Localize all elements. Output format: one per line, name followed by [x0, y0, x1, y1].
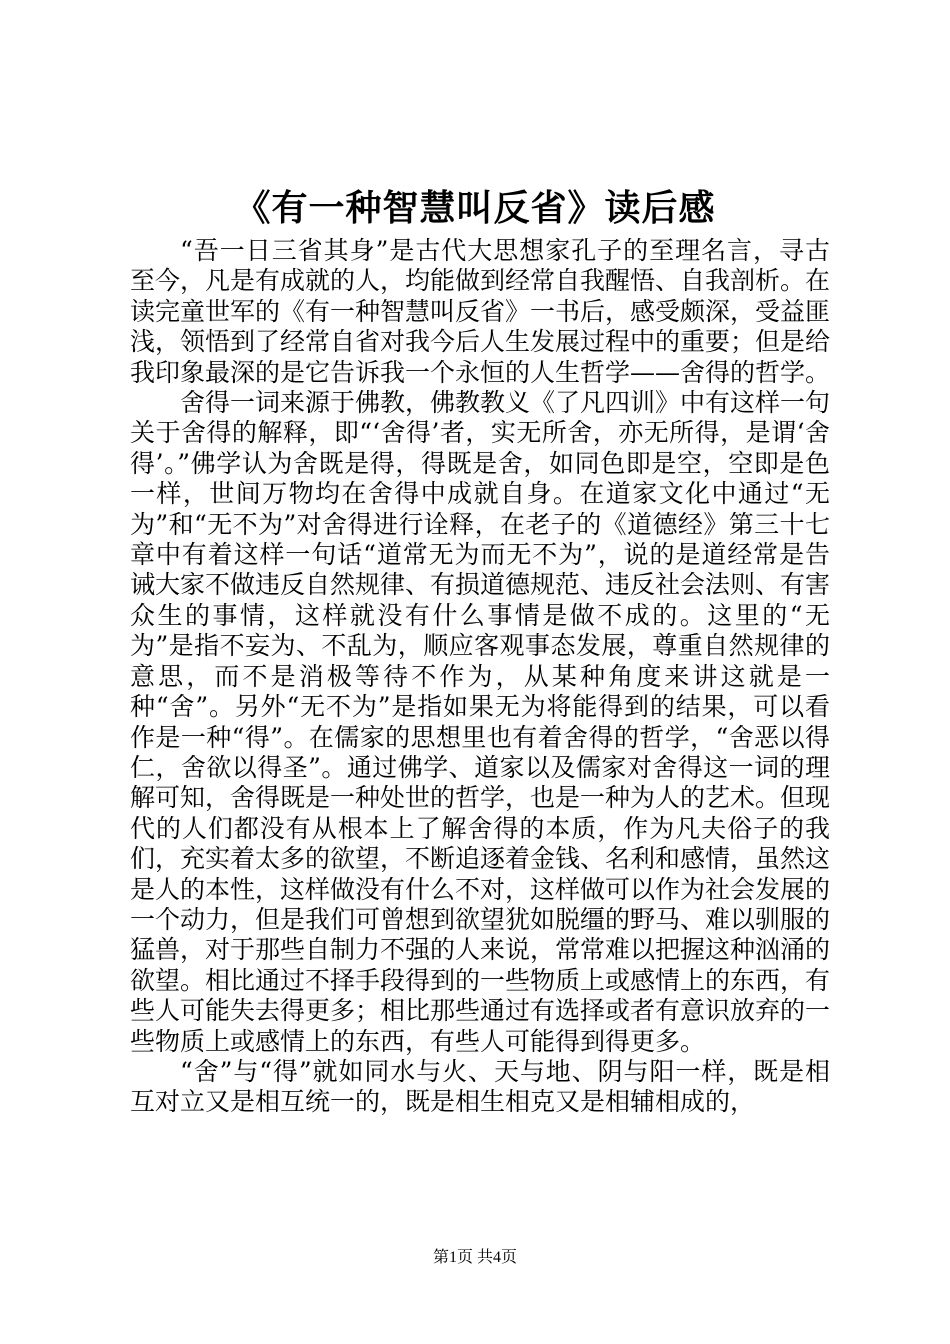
document-body — [130, 236, 830, 1118]
paragraph: 舍得一词来源于佛教，佛教教义《了凡四训》中有这样一句关于舍得的解释，即“‘舍得’者，实无所舍，亦无所得，是谓‘舍得’。”佛学认为舍既是得，得既是舍，如同色即是空，空即是色一样，世间万物均在舍得中成就自身。在道家文化中通过“无为”和“无不为”对舍得进行诠释，在老子的《道德经》第三十七章中有着这样一句话“道常无为而无不为”，说的是道经常是告诫大家不做违反自然规律、有损道德规范、违反社会法则、有害众生的事情，这样就没有什么事情是做不成的。这里的“无为”是指不妄为、不乱为，顺应客观事态发展，尊重自然规律的意思，而不是消极等待不作为，从某种角度来讲这就是一种“舍”。另外“无不为”是指如果无为将能得到的结果，可以看作是一种“得”。在儒家的思想里也有着舍得的哲学，“舍恶以得仁，舍欲以得圣”。通过佛学、道家以及儒家对舍得这一词的理解可知，舍得既是一种处世的哲学，也是一种为人的艺术。但现代的人们都没有从根本上了解舍得的本质，作为凡夫俗子的我们，充实着太多的欲望，不断追逐着金钱、名利和感情，虽然这是人的本性，这样做没有什么不对，这样做可以作为社会发展的一个动力，但是我们可曾想到欲望犹如脱缰的野马、难以驯服的猛兽，对于那些自制力不强的人来说，常常难以把握这种汹涌的欲望。相比通过不择手段得到的一些物质上或感情上的东西，有些人可能失去得更多；相比那些通过有选择或者有意识放弃的一些物质上或感情上的东西，有些人可能得到得更多。 — [130, 388, 831, 1056]
document-title: 《有一种智慧叫反省》读后感 — [234, 187, 716, 229]
paragraph: “吾一日三省其身”是古代大思想家孔子的至理名言，寻古至今，凡是有成就的人，均能做到经常自我醒悟、自我剖析。在读完童世军的《有一种智慧叫反省》一书后，感受颇深，受益匪浅，领悟到了经常自省对我今后人生发展过程中的重要；但是给我印象最深的是它告诉我一个永恒的人生哲学——舍得的哲学。 — [130, 236, 831, 387]
paragraph: “舍”与“得”就如同水与火、天与地、阴与阳一样，既是相互对立又是相互统一的，既是相生相克又是相辅相成的， — [130, 1056, 830, 1117]
page-number-footer: 第1页 共4页 — [432, 1249, 517, 1266]
